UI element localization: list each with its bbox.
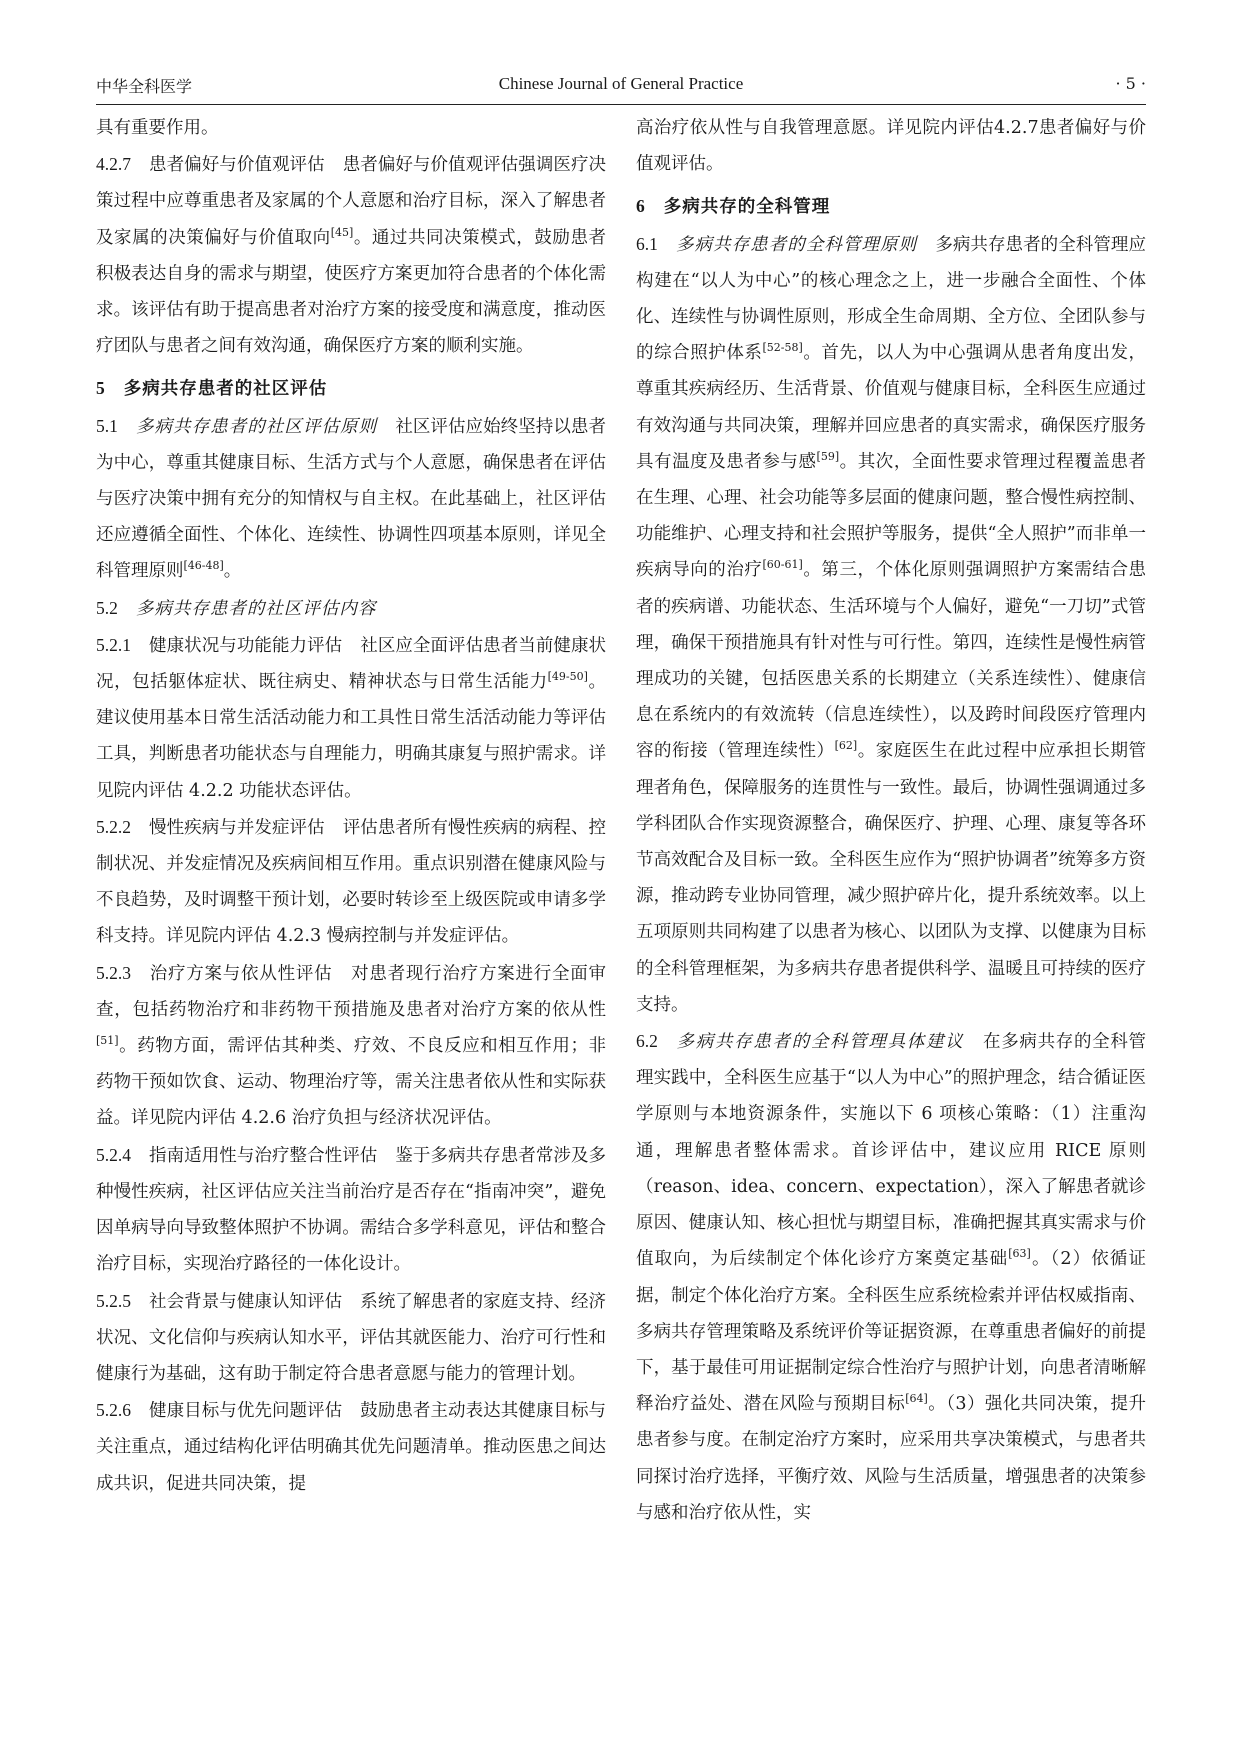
page-header — [96, 64, 1146, 105]
section-number: 5.2.5 — [96, 1290, 131, 1311]
section-title: 患者偏好与价值观评估 — [149, 155, 325, 176]
section-text: 患者偏好与价值观评估强调医疗决策过程中应尊重患者及家属的个人意愿和治疗目标，深入了解患者及家属的决策偏好与价值取向 — [96, 155, 606, 248]
left-column — [96, 110, 606, 1690]
section-number: 5.2.2 — [96, 816, 131, 837]
section-text: 鼓励患者主动表达其健康目标与关注重点，通过结构化评估明确其优先问题清单。推动医患之间达成共识，促进共同决策，提 — [96, 1401, 606, 1494]
section-text: 。第三，个体化原则强调照护方案需结合患者的疾病谱、功能状态、生活环境与个人偏好，避免“一刀切”式管理，确保干预措施具有针对性与可行性。第四，连续性是慢性病管理成功的关键，包括医患关系的长期建立（关系连续性）、健康信息在系统内的有效流转（信息连续性），以及跨时间段医疗管理内容的衔接（管理连续性） — [636, 560, 1146, 762]
section-5-1 — [96, 408, 606, 590]
section-title: 健康目标与优先问题评估 — [149, 1401, 343, 1422]
section-number: 5.2.4 — [96, 1144, 131, 1165]
section-6-2 — [636, 1023, 1146, 1531]
citation: [51] — [96, 1034, 119, 1048]
section-text: 系统了解患者的家庭支持、经济状况、文化信仰与疾病认知水平，评估其就医能力、治疗可行性和健康行为基础，这有助于制定符合患者意愿与能力的管理计划。 — [96, 1291, 606, 1384]
citation: [64] — [905, 1392, 928, 1406]
section-title: 健康状况与功能能力评估 — [149, 635, 343, 656]
section-6-1 — [636, 226, 1146, 1023]
citation: [63] — [1008, 1247, 1031, 1261]
section-text: 。（3）强化共同决策，提升患者参与度。在制定治疗方案时，应采用共享决策模式，与患者共同探讨治疗选择，平衡疗效、风险与生活质量，增强患者的决策参与感和治疗依从性，实 — [636, 1394, 1146, 1523]
section-text: 评估患者所有慢性疾病的病程、控制状况、并发症情况及疾病间相互作用。重点识别潜在健康风险与不良趋势，及时调整干预计划，必要时转诊至上级医院或申请多学科支持。详见院内评估 4.2.3 慢病控制与并发症评估。 — [96, 817, 606, 947]
section-text: 。家庭医生在此过程中应承担长期管理者角色，保障服务的连贯性与一致性。最后，协调性强调通过多学科团队合作实现资源整合，确保医疗、护理、心理、康复等各环节高效配合及目标一致。全科医生应作为“照护协调者”统筹多方资源，推动跨专业协同管理，减少照护碎片化，提升系统效率。以上五项原则共同构建了以患者为核心、以团队为支撑、以健康为目标的全科管理框架，为多病共存患者提供科学、温暖且可持续的医疗支持。 — [636, 741, 1146, 1015]
section-6-heading — [636, 188, 1146, 225]
section-5-2-3 — [96, 955, 606, 1137]
section-text: 。（2）依循证据，制定个体化治疗方案。全科医生应系统检索并评估权威指南、多病共存管理策略及系统评价等证据资源，在尊重患者偏好的前提下，基于最佳可用证据制定综合性治疗与照护计划，向患者清晰解释治疗益处、潜在风险与预期目标 — [636, 1249, 1146, 1415]
section-number: 5.2.1 — [96, 634, 131, 655]
section-text: 对患者现行治疗方案进行全面审查，包括药物治疗和非药物干预措施及患者对治疗方案的依从性 — [96, 963, 606, 1020]
section-text: 。药物方面，需评估其种类、疗效、不良反应和相互作用；非药物干预如饮食、运动、物理治疗等，需关注患者依从性和实际获益。详见院内评估 4.2.6 治疗负担与经济状况评估。 — [96, 1036, 606, 1129]
right-column — [636, 110, 1146, 1690]
section-text: 。建议使用基本日常生活活动能力和工具性日常生活活动能力等评估工具，判断患者功能状态与自理能力，明确其康复与照护需求。详见院内评估 4.2.2 功能状态评估。 — [96, 672, 606, 801]
citation: [60-61] — [762, 558, 803, 572]
section-title: 指南适用性与治疗整合性评估 — [149, 1145, 378, 1166]
section-number: 5 — [96, 378, 106, 399]
citation: [62] — [834, 739, 858, 753]
section-title: 多病共存患者的社区评估原则 — [135, 416, 378, 437]
citation: [59] — [816, 450, 840, 463]
section-4-2-7 — [96, 146, 606, 364]
section-number: 6.2 — [636, 1031, 658, 1052]
section-number: 6 — [636, 196, 646, 217]
citation: [52-58] — [762, 341, 803, 355]
section-number: 5.1 — [96, 415, 118, 436]
section-5-heading — [96, 370, 606, 407]
citation: [46-48] — [183, 559, 224, 573]
section-number: 4.2.7 — [96, 154, 131, 175]
page-number: · 5 · — [1115, 74, 1146, 93]
section-title: 多病共存的全科管理 — [663, 197, 831, 218]
section-5-2-5 — [96, 1283, 606, 1393]
citation: [45] — [330, 225, 354, 239]
section-5-2 — [96, 590, 606, 627]
section-5-2-4 — [96, 1137, 606, 1283]
section-title: 社会背景与健康认知评估 — [149, 1291, 343, 1312]
paragraph: 高治疗依从性与自我管理意愿。详见院内评估4.2.7患者偏好与价值观评估。 — [636, 118, 1146, 175]
section-text: 。其次，全面性要求管理过程覆盖患者在生理、心理、社会功能等多层面的健康问题，整合慢性病控制、功能维护、心理支持和社会照护等服务，提供“全人照护”而非单一疾病导向的治疗 — [636, 451, 1146, 581]
section-number: 5.2.6 — [96, 1400, 131, 1421]
section-number: 5.2 — [96, 597, 118, 618]
section-number: 5.2.3 — [96, 962, 131, 983]
citation: [49-50] — [547, 670, 588, 684]
section-5-2-1 — [96, 627, 606, 809]
section-5-2-2 — [96, 809, 606, 955]
section-title: 多病共存患者的全科管理具体建议 — [675, 1032, 965, 1053]
section-text: 。 — [223, 561, 242, 582]
section-number: 6.1 — [636, 233, 658, 254]
section-title: 慢性疾病与并发症评估 — [149, 817, 325, 838]
section-title: 多病共存患者的全科管理原则 — [675, 234, 918, 255]
journal-name-cn: 中华全科医学 — [96, 77, 193, 96]
section-text: 多病共存患者的全科管理应构建在“以人为中心”的核心理念之上，进一步融合全面性、个体化、连续性与协调性原则，形成全生命周期、全方位、全团队参与的综合照护体系 — [636, 234, 1146, 364]
section-5-2-6 — [96, 1392, 606, 1502]
section-text: 。首先，以人为中心强调从患者角度出发，尊重其疾病经历、生活背景、价值观与健康目标，全科医生应通过有效沟通与共同决策，理解并回应患者的真实需求，确保医疗服务具有温度及患者参与感 — [636, 343, 1146, 472]
section-text: 在多病共存的全科管理实践中，全科医生应基于“以人为中心”的照护理念，结合循证医学原则与本地资源条件，实施以下 6 项核心策略：（1）注重沟通，理解患者整体需求。首诊评估中，建议应用 RICE 原则（reason、idea、concern、expectation），深入了解患者就诊原因、健康认知、核心担忧与期望目标，准确把握其真实需求与价值取向，为后续制定个体化诊疗方案奠定基础 — [636, 1032, 1146, 1270]
section-title: 多病共存患者的社区评估内容 — [135, 598, 377, 619]
section-title: 多病共存患者的社区评估 — [123, 379, 328, 400]
journal-name-en: Chinese Journal of General Practice — [498, 74, 744, 93]
section-text: 鉴于多病共存患者常涉及多种慢性疾病，社区评估应关注当前治疗是否存在“指南冲突”，避免因单病导向导致整体照护不协调。需结合多学科意见，评估和整合治疗目标，实现治疗路径的一体化设计。 — [96, 1145, 606, 1275]
section-text: 。通过共同决策模式，鼓励患者积极表达自身的需求与期望，使医疗方案更加符合患者的个体化需求。该评估有助于提高患者对治疗方案的接受度和满意度，推动医疗团队与患者之间有效沟通，确保医疗方案的顺利实施。 — [96, 227, 606, 357]
paragraph: 具有重要作用。 — [96, 118, 219, 138]
section-text: 社区评估应始终坚持以患者为中心，尊重其健康目标、生活方式与个人意愿，确保患者在评估与医疗决策中拥有充分的知情权与自主权。在此基础上，社区评估还应遵循全面性、个体化、连续性、协调性四项基本原则，详见全科管理原则 — [96, 416, 606, 582]
section-title: 治疗方案与依从性评估 — [149, 963, 333, 984]
section-text: 社区应全面评估患者当前健康状况，包括躯体症状、既往病史、精神状态与日常生活能力 — [96, 635, 606, 693]
